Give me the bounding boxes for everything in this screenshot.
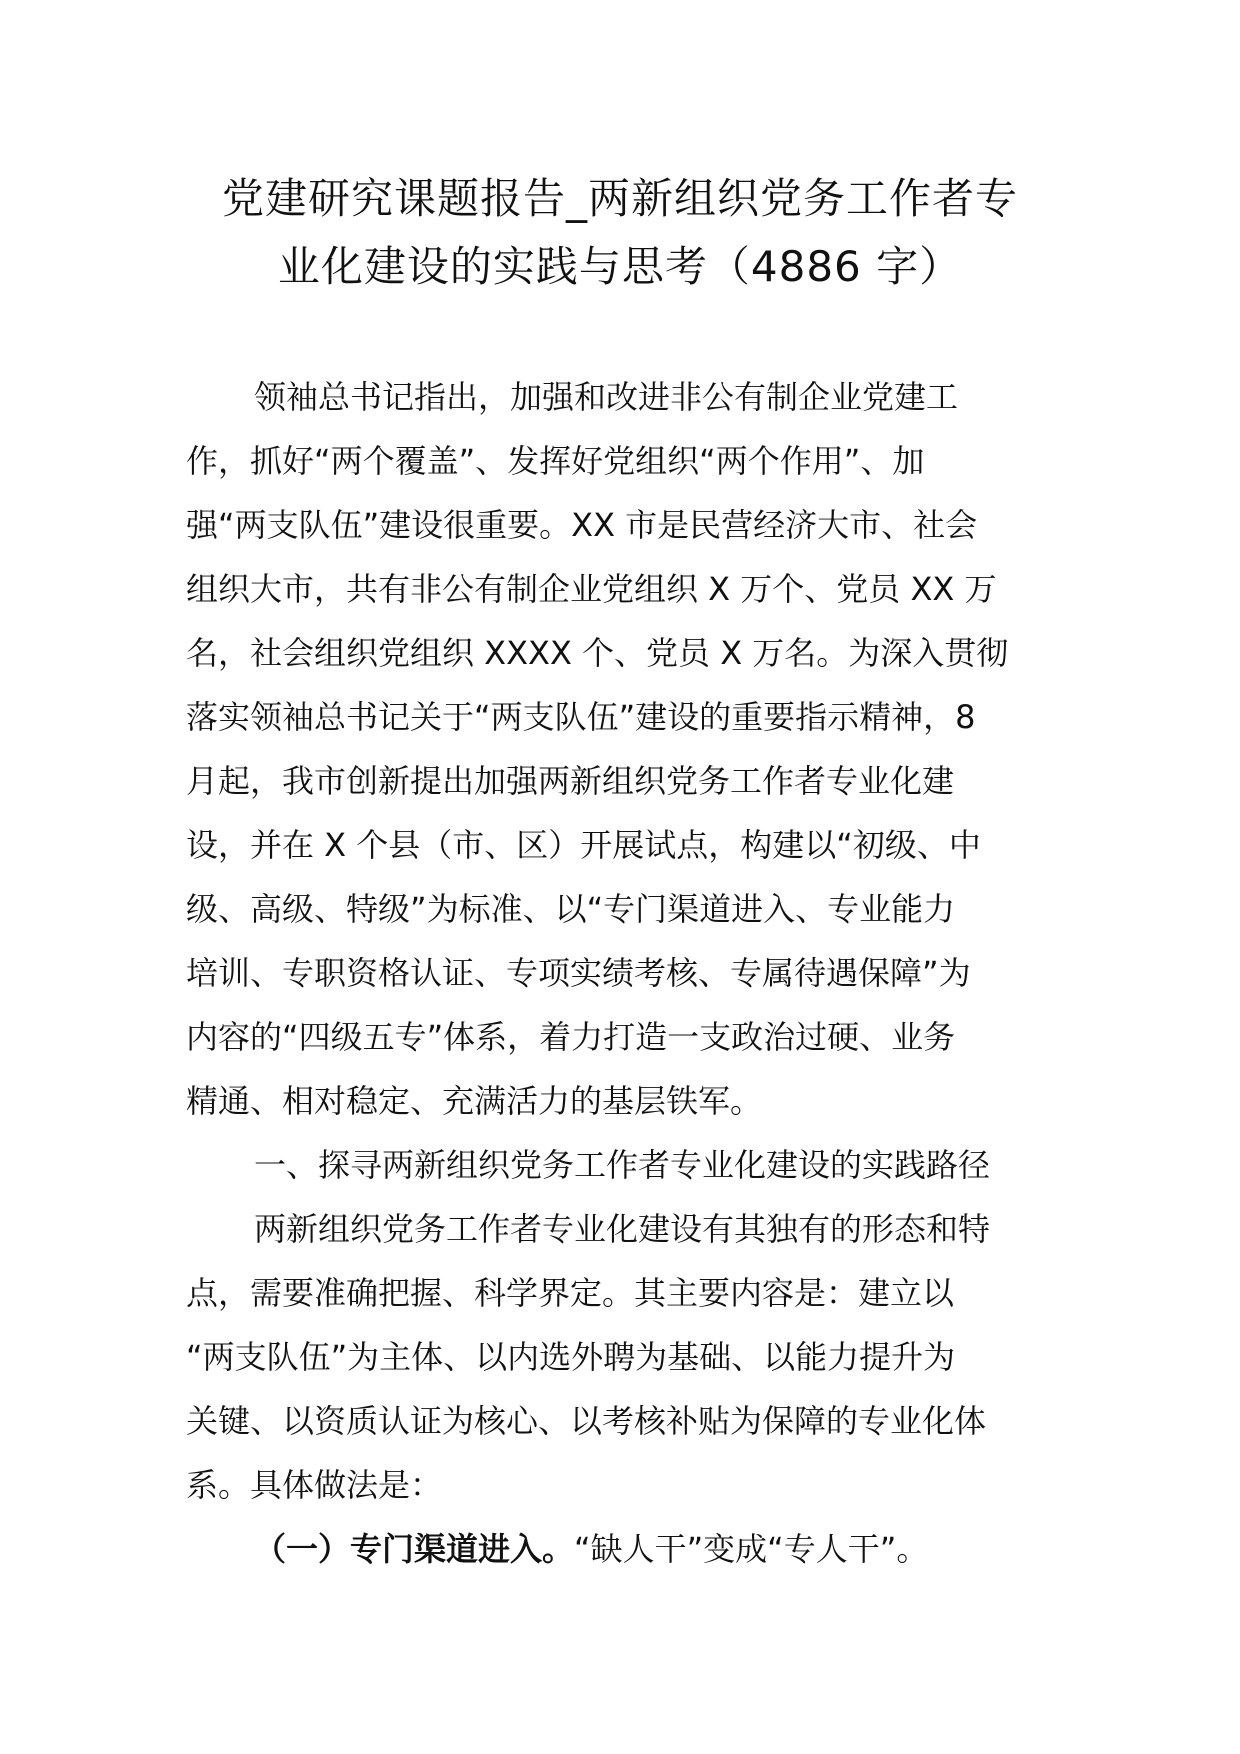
paragraph-line: 关键、以资质认证为核心、以考核补贴为保障的专业化体 [186,1402,987,1440]
subsection-text: “缺人干”变成“专人干”。 [574,1530,929,1568]
title-line-2: 业化建设的实践与思考（4886 字） [277,242,963,291]
paragraph-line: 领袖总书记指出，加强和改进非公有制企业党建工 [254,378,959,416]
paragraph-line: 两新组织党务工作者专业化建设有其独有的形态和特 [254,1210,991,1248]
paragraph-line: 精通、相对稳定、充满活力的基层铁军。 [186,1082,763,1120]
paragraph-line: 作，抓好“两个覆盖”、发挥好党组织“两个作用”、加 [186,442,925,480]
paragraph-line: 落实领袖总书记关于“两支队伍”建设的重要指示精神，8 [186,698,976,736]
paragraph-line: 组织大市，共有非公有制企业党组织 X 万个、党员 XX 万 [186,570,997,608]
section-heading: 一、探寻两新组织党务工作者专业化建设的实践路径 [254,1146,991,1184]
document-title [150,165,1090,301]
paragraph-line: 名，社会组织党组织 XXXX 个、党员 X 万名。为深入贯彻 [186,634,1009,672]
paragraph-practice [186,1197,1054,1517]
title-line-1: 党建研究课题报告_两新组织党务工作者专 [221,174,1018,223]
paragraph-line: 点，需要准确把握、科学界定。其主要内容是：建立以 [186,1274,955,1312]
paragraph-line: 设，并在 X 个县（市、区）开展试点，构建以“初级、中 [186,826,981,864]
paragraph-line: 系。具体做法是： [186,1466,443,1504]
subsection-heading: （一）专门渠道进入。 [254,1530,575,1568]
paragraph-line: 培训、专职资格认证、专项实绩考核、专属待遇保障”为 [186,954,971,992]
paragraph-line: 内容的“四级五专”体系，着力打造一支政治过硬、业务 [186,1018,956,1056]
paragraph-intro [186,365,1054,1133]
paragraph-line: 月起，我市创新提出加强两新组织党务工作者专业化建 [186,762,955,800]
paragraph-line: 级、高级、特级”为标准、以“专门渠道进入、专业能力 [186,890,956,928]
document-body [186,365,1054,1581]
subsection-line [186,1517,1054,1581]
paragraph-line: 强“两支队伍”建设很重要。XX 市是民营经济大市、社会 [186,506,978,544]
paragraph-line: “两支队伍”为主体、以内选外聘为基础、以能力提升为 [186,1338,956,1376]
